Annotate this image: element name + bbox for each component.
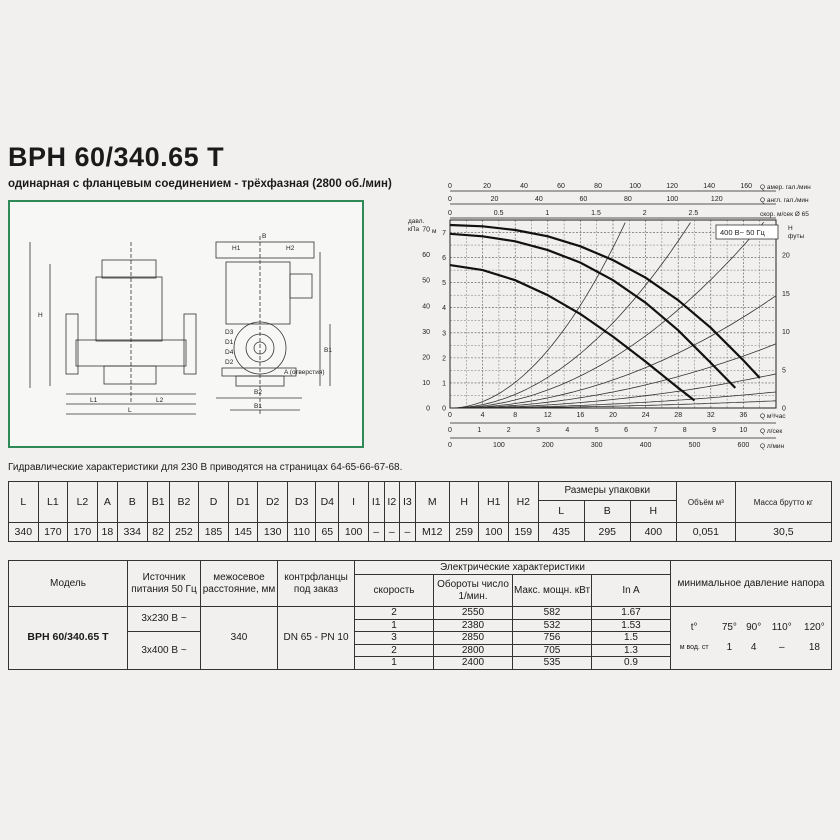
row2-power: 532 bbox=[513, 619, 592, 632]
label-b: B bbox=[262, 233, 267, 240]
h-source: Источник питания 50 Гц bbox=[128, 561, 201, 607]
dim-value-0: 340 bbox=[9, 523, 39, 542]
row1-rpm: 2550 bbox=[434, 607, 513, 620]
pump-drawing bbox=[10, 202, 362, 446]
top-tick: 120 bbox=[666, 183, 678, 190]
label-l1: L1 bbox=[90, 397, 98, 404]
y-mid-tick: 4 bbox=[442, 305, 446, 313]
bottom-tick: 16 bbox=[576, 412, 585, 419]
top-tick: 80 bbox=[623, 196, 632, 203]
label-l: L bbox=[128, 407, 132, 414]
bottom-tick: 1 bbox=[477, 427, 482, 434]
h-minpress: минимальное давление напора bbox=[671, 561, 832, 607]
dim-value-1: 170 bbox=[38, 523, 68, 542]
y-left-tick: 10 bbox=[422, 379, 430, 387]
temp-4: 120° bbox=[804, 622, 825, 633]
page-subtitle: одинарная с фланцевым соединением - трёхфазная (2800 об./мин) bbox=[8, 178, 392, 190]
bottom-tick: 500 bbox=[688, 442, 701, 449]
dim-value-8: 145 bbox=[228, 523, 258, 542]
dim-header-12: I bbox=[339, 482, 369, 523]
top-tick: 1 bbox=[545, 210, 550, 217]
pump-base bbox=[104, 366, 156, 384]
dim-header-19: H2 bbox=[509, 482, 539, 523]
top-axis-1-label: Q амер. гал./мин bbox=[760, 184, 811, 191]
dimensions-table bbox=[8, 481, 832, 542]
press-4: 18 bbox=[808, 642, 820, 653]
pack-title: Размеры упаковки bbox=[539, 482, 676, 501]
h-elec: Электрические характеристики bbox=[355, 561, 671, 575]
performance-chart bbox=[398, 178, 838, 453]
dim-value-18: 100 bbox=[479, 523, 509, 542]
top-tick: 60 bbox=[579, 196, 588, 203]
row4-power: 705 bbox=[513, 644, 592, 657]
dim-header-1: L1 bbox=[38, 482, 68, 523]
label-d4: D4 bbox=[225, 349, 234, 356]
top-tick: 2.5 bbox=[688, 210, 699, 217]
distance-cell: 340 bbox=[201, 607, 278, 670]
dim-value-11: 65 bbox=[316, 523, 339, 542]
h-flanges: контрфланцы под заказ bbox=[278, 561, 355, 607]
temp-label: t° bbox=[690, 622, 698, 633]
y-mid-tick: 2 bbox=[442, 355, 446, 363]
flanges-cell: DN 65 - PN 10 bbox=[278, 607, 355, 670]
dim-header-3: A bbox=[97, 482, 117, 523]
top-tick: 100 bbox=[666, 196, 679, 203]
h-power: Макс. мощн. кВт bbox=[513, 575, 592, 607]
y-mid-tick: 6 bbox=[442, 255, 446, 263]
dim-header-16: M bbox=[415, 482, 449, 523]
top-axis-3-label: скор. м/сек Ø 65 bbox=[760, 211, 809, 218]
row5-current: 0.9 bbox=[592, 657, 671, 670]
dim-header-5: B1 bbox=[147, 482, 169, 523]
top-tick: 160 bbox=[740, 183, 753, 190]
dim-header-17: H bbox=[449, 482, 479, 523]
y-left-tick: 30 bbox=[422, 328, 430, 336]
dim-header-4: B bbox=[117, 482, 147, 523]
bottom-tick: 200 bbox=[541, 442, 554, 449]
dim-value-15: – bbox=[400, 523, 416, 542]
top-tick: 20 bbox=[483, 183, 491, 190]
bottom-tick: 8 bbox=[682, 427, 687, 434]
dim-header-2: L2 bbox=[68, 482, 98, 523]
label-h2: H2 bbox=[286, 245, 295, 252]
system-curve-2 bbox=[450, 222, 764, 408]
pump-curve-speed-2 bbox=[450, 234, 735, 388]
dim-value-16: M12 bbox=[415, 523, 449, 542]
dim-value-3: 18 bbox=[97, 523, 117, 542]
bottom-tick: 9 bbox=[712, 427, 717, 434]
pump-drawing-panel bbox=[8, 200, 364, 448]
row5-rpm: 2400 bbox=[434, 657, 513, 670]
bottom-tick: 0 bbox=[448, 442, 452, 449]
row5-power: 535 bbox=[513, 657, 592, 670]
press-1: 1 bbox=[726, 642, 733, 653]
y-left-tick: 40 bbox=[422, 303, 430, 311]
y-left-title-2: кПа bbox=[408, 226, 420, 233]
bottom-tick: 4 bbox=[565, 427, 570, 434]
label-d2: D2 bbox=[225, 359, 234, 366]
top-tick: 20 bbox=[490, 196, 499, 203]
y-right-title-2: футы bbox=[788, 233, 805, 240]
y-mid-tick: 0 bbox=[442, 405, 446, 413]
bottom-tick: 12 bbox=[543, 412, 552, 419]
press-label: м вод. ст bbox=[679, 644, 709, 651]
y-left-tick: 20 bbox=[422, 354, 430, 362]
y-right-tick: 0 bbox=[782, 405, 786, 413]
dim-header-10: D3 bbox=[287, 482, 315, 523]
electrical-table bbox=[8, 560, 832, 670]
row2-current: 1.53 bbox=[592, 619, 671, 632]
row3-speed: 3 bbox=[355, 632, 434, 645]
top-tick: 40 bbox=[520, 183, 528, 190]
top-tick: 0 bbox=[448, 183, 452, 190]
bottom-tick: 28 bbox=[674, 412, 683, 419]
pack-header-cell bbox=[538, 482, 676, 523]
row4-speed: 2 bbox=[355, 644, 434, 657]
pack-value-2: 400 bbox=[630, 523, 676, 542]
dim-value-9: 130 bbox=[258, 523, 288, 542]
bottom-tick: 20 bbox=[609, 412, 617, 419]
bottom-tick: 36 bbox=[739, 412, 748, 419]
y-mid-title: м bbox=[432, 228, 437, 235]
y-mid-tick: 7 bbox=[442, 230, 446, 238]
dim-value-6: 252 bbox=[169, 523, 199, 542]
press-2: 4 bbox=[750, 642, 757, 653]
h-rpm: Обороты число 1/мин. bbox=[434, 575, 513, 607]
dim-header-6: B2 bbox=[169, 482, 199, 523]
y-right-title-1: H bbox=[788, 225, 793, 232]
volume-header: Объём м³ bbox=[676, 482, 735, 523]
top-tick: 0 bbox=[448, 210, 452, 217]
top-tick: 0.5 bbox=[493, 210, 504, 217]
voltage-badge: 400 В~ 50 Гц bbox=[720, 228, 765, 237]
row2-speed: 1 bbox=[355, 619, 434, 632]
row5-speed: 1 bbox=[355, 657, 434, 670]
top-tick: 60 bbox=[557, 183, 565, 190]
h-model: Модель bbox=[9, 561, 128, 607]
min-pressure-table bbox=[671, 618, 831, 658]
side-motor bbox=[226, 262, 290, 324]
row1-power: 582 bbox=[513, 607, 592, 620]
dim-value-5: 82 bbox=[147, 523, 169, 542]
bottom-tick: 32 bbox=[706, 412, 715, 419]
mass-header: Масса брутто кг bbox=[735, 482, 831, 523]
dim-header-11: D4 bbox=[316, 482, 339, 523]
label-d1: D1 bbox=[225, 339, 234, 346]
h-speed: скорость bbox=[355, 575, 434, 607]
y-left-title-1: давл. bbox=[408, 218, 425, 225]
dim-header-13: I1 bbox=[368, 482, 384, 523]
bottom-axis-1-label: Q м³/час bbox=[760, 413, 786, 420]
fan-cover bbox=[102, 260, 156, 278]
min-pressure-cell bbox=[671, 607, 832, 670]
dim-value-12: 100 bbox=[339, 523, 369, 542]
y-left-tick: 50 bbox=[422, 277, 430, 285]
label-b1-side: B1 bbox=[324, 347, 332, 354]
motor-housing bbox=[96, 277, 162, 341]
y-left-tick: 0 bbox=[426, 405, 430, 413]
pump-curve-speed-3 bbox=[450, 225, 760, 378]
row2-rpm: 2380 bbox=[434, 619, 513, 632]
dim-header-7: D bbox=[199, 482, 229, 523]
label-h: H bbox=[38, 312, 43, 319]
top-axis-2-label: Q англ. гал./мин bbox=[760, 197, 809, 204]
row4-rpm: 2800 bbox=[434, 644, 513, 657]
label-h1: H1 bbox=[232, 245, 241, 252]
y-left-tick: 70 bbox=[422, 226, 430, 234]
system-curve-1 bbox=[450, 223, 690, 408]
dim-value-4: 334 bbox=[117, 523, 147, 542]
dim-header-0: L bbox=[9, 482, 39, 523]
label-holes: A (отверстия) bbox=[284, 369, 325, 376]
top-tick: 80 bbox=[594, 183, 602, 190]
bottom-tick: 6 bbox=[624, 427, 628, 434]
pack-value-1: 295 bbox=[584, 523, 630, 542]
h-current: In A bbox=[592, 575, 671, 607]
bottom-tick: 0 bbox=[448, 427, 452, 434]
bottom-tick: 4 bbox=[480, 412, 485, 419]
h-distance: межосевое расстояние, мм bbox=[201, 561, 278, 607]
y-right-tick: 20 bbox=[782, 252, 790, 260]
bottom-tick: 100 bbox=[493, 442, 505, 449]
bottom-tick: 600 bbox=[737, 442, 750, 449]
top-tick: 0 bbox=[448, 196, 452, 203]
dim-header-18: H1 bbox=[479, 482, 509, 523]
pack-col-0: L bbox=[539, 501, 585, 522]
bottom-tick: 5 bbox=[594, 427, 599, 434]
y-mid-tick: 1 bbox=[442, 380, 446, 388]
top-tick: 140 bbox=[703, 183, 715, 190]
row3-power: 756 bbox=[513, 632, 592, 645]
bottom-tick: 0 bbox=[448, 412, 452, 419]
y-mid-tick: 3 bbox=[442, 330, 446, 338]
dim-header-9: D2 bbox=[258, 482, 288, 523]
bottom-tick: 7 bbox=[653, 427, 658, 434]
row1-speed: 2 bbox=[355, 607, 434, 620]
dim-header-14: I2 bbox=[384, 482, 400, 523]
bottom-tick: 24 bbox=[641, 412, 650, 419]
bottom-tick: 8 bbox=[513, 412, 518, 419]
dimensions-header-row bbox=[9, 482, 832, 523]
source-400: 3x400 В ~ bbox=[128, 632, 201, 670]
temp-3: 110° bbox=[771, 622, 792, 633]
bottom-axis-2-label: Q л/сек bbox=[760, 428, 783, 435]
y-left-tick: 60 bbox=[422, 252, 430, 260]
system-curve-0 bbox=[450, 223, 625, 408]
page-title: BPH 60/340.65 T bbox=[8, 142, 225, 172]
terminal-box bbox=[290, 274, 312, 298]
source-230: 3x230 В ~ bbox=[128, 607, 201, 632]
y-right-tick: 15 bbox=[782, 290, 790, 298]
dim-value-14: – bbox=[384, 523, 400, 542]
bottom-axis-3-label: Q л/мин bbox=[760, 443, 785, 450]
dim-value-2: 170 bbox=[68, 523, 98, 542]
top-tick: 100 bbox=[629, 183, 641, 190]
top-tick: 120 bbox=[710, 196, 723, 203]
bottom-tick: 300 bbox=[590, 442, 603, 449]
dim-value-17: 259 bbox=[449, 523, 479, 542]
row3-current: 1.5 bbox=[592, 632, 671, 645]
dim-value-19: 159 bbox=[509, 523, 539, 542]
top-tick: 2 bbox=[642, 210, 647, 217]
temp-1: 75° bbox=[721, 622, 737, 633]
row3-rpm: 2850 bbox=[434, 632, 513, 645]
volume-value: 0,051 bbox=[676, 523, 735, 542]
top-tick: 1.5 bbox=[591, 210, 601, 217]
bottom-tick: 10 bbox=[739, 427, 748, 434]
y-right-tick: 10 bbox=[782, 329, 790, 337]
pack-col-1: B bbox=[585, 501, 631, 522]
label-b2: B2 bbox=[254, 389, 262, 396]
pack-value-0: 435 bbox=[538, 523, 584, 542]
bottom-tick: 3 bbox=[536, 427, 540, 434]
y-right-tick: 5 bbox=[782, 367, 786, 375]
pack-col-2: H bbox=[649, 505, 658, 517]
label-b1-bottom: B1 bbox=[254, 403, 262, 410]
label-d3: D3 bbox=[225, 329, 234, 336]
dim-value-10: 110 bbox=[287, 523, 315, 542]
press-3: – bbox=[779, 642, 785, 653]
y-mid-tick: 5 bbox=[442, 280, 446, 288]
mass-value: 30,5 bbox=[735, 523, 831, 542]
dim-header-15: I3 bbox=[400, 482, 416, 523]
row1-current: 1.67 bbox=[592, 607, 671, 620]
top-tick: 40 bbox=[535, 196, 543, 203]
model-cell: BPH 60/340.65 T bbox=[9, 607, 128, 670]
bottom-tick: 400 bbox=[639, 442, 652, 449]
label-l2: L2 bbox=[156, 397, 164, 404]
dim-header-8: D1 bbox=[228, 482, 258, 523]
dim-value-13: – bbox=[368, 523, 384, 542]
hydraulic-note: Гидравлические характеристики для 230 В приводятся на страницах 64-65-66-67-68. bbox=[8, 462, 403, 473]
bottom-tick: 2 bbox=[506, 427, 511, 434]
dim-value-7: 185 bbox=[199, 523, 229, 542]
dimensions-value-row bbox=[9, 523, 832, 542]
row4-current: 1.3 bbox=[592, 644, 671, 657]
temp-2: 90° bbox=[746, 622, 762, 633]
